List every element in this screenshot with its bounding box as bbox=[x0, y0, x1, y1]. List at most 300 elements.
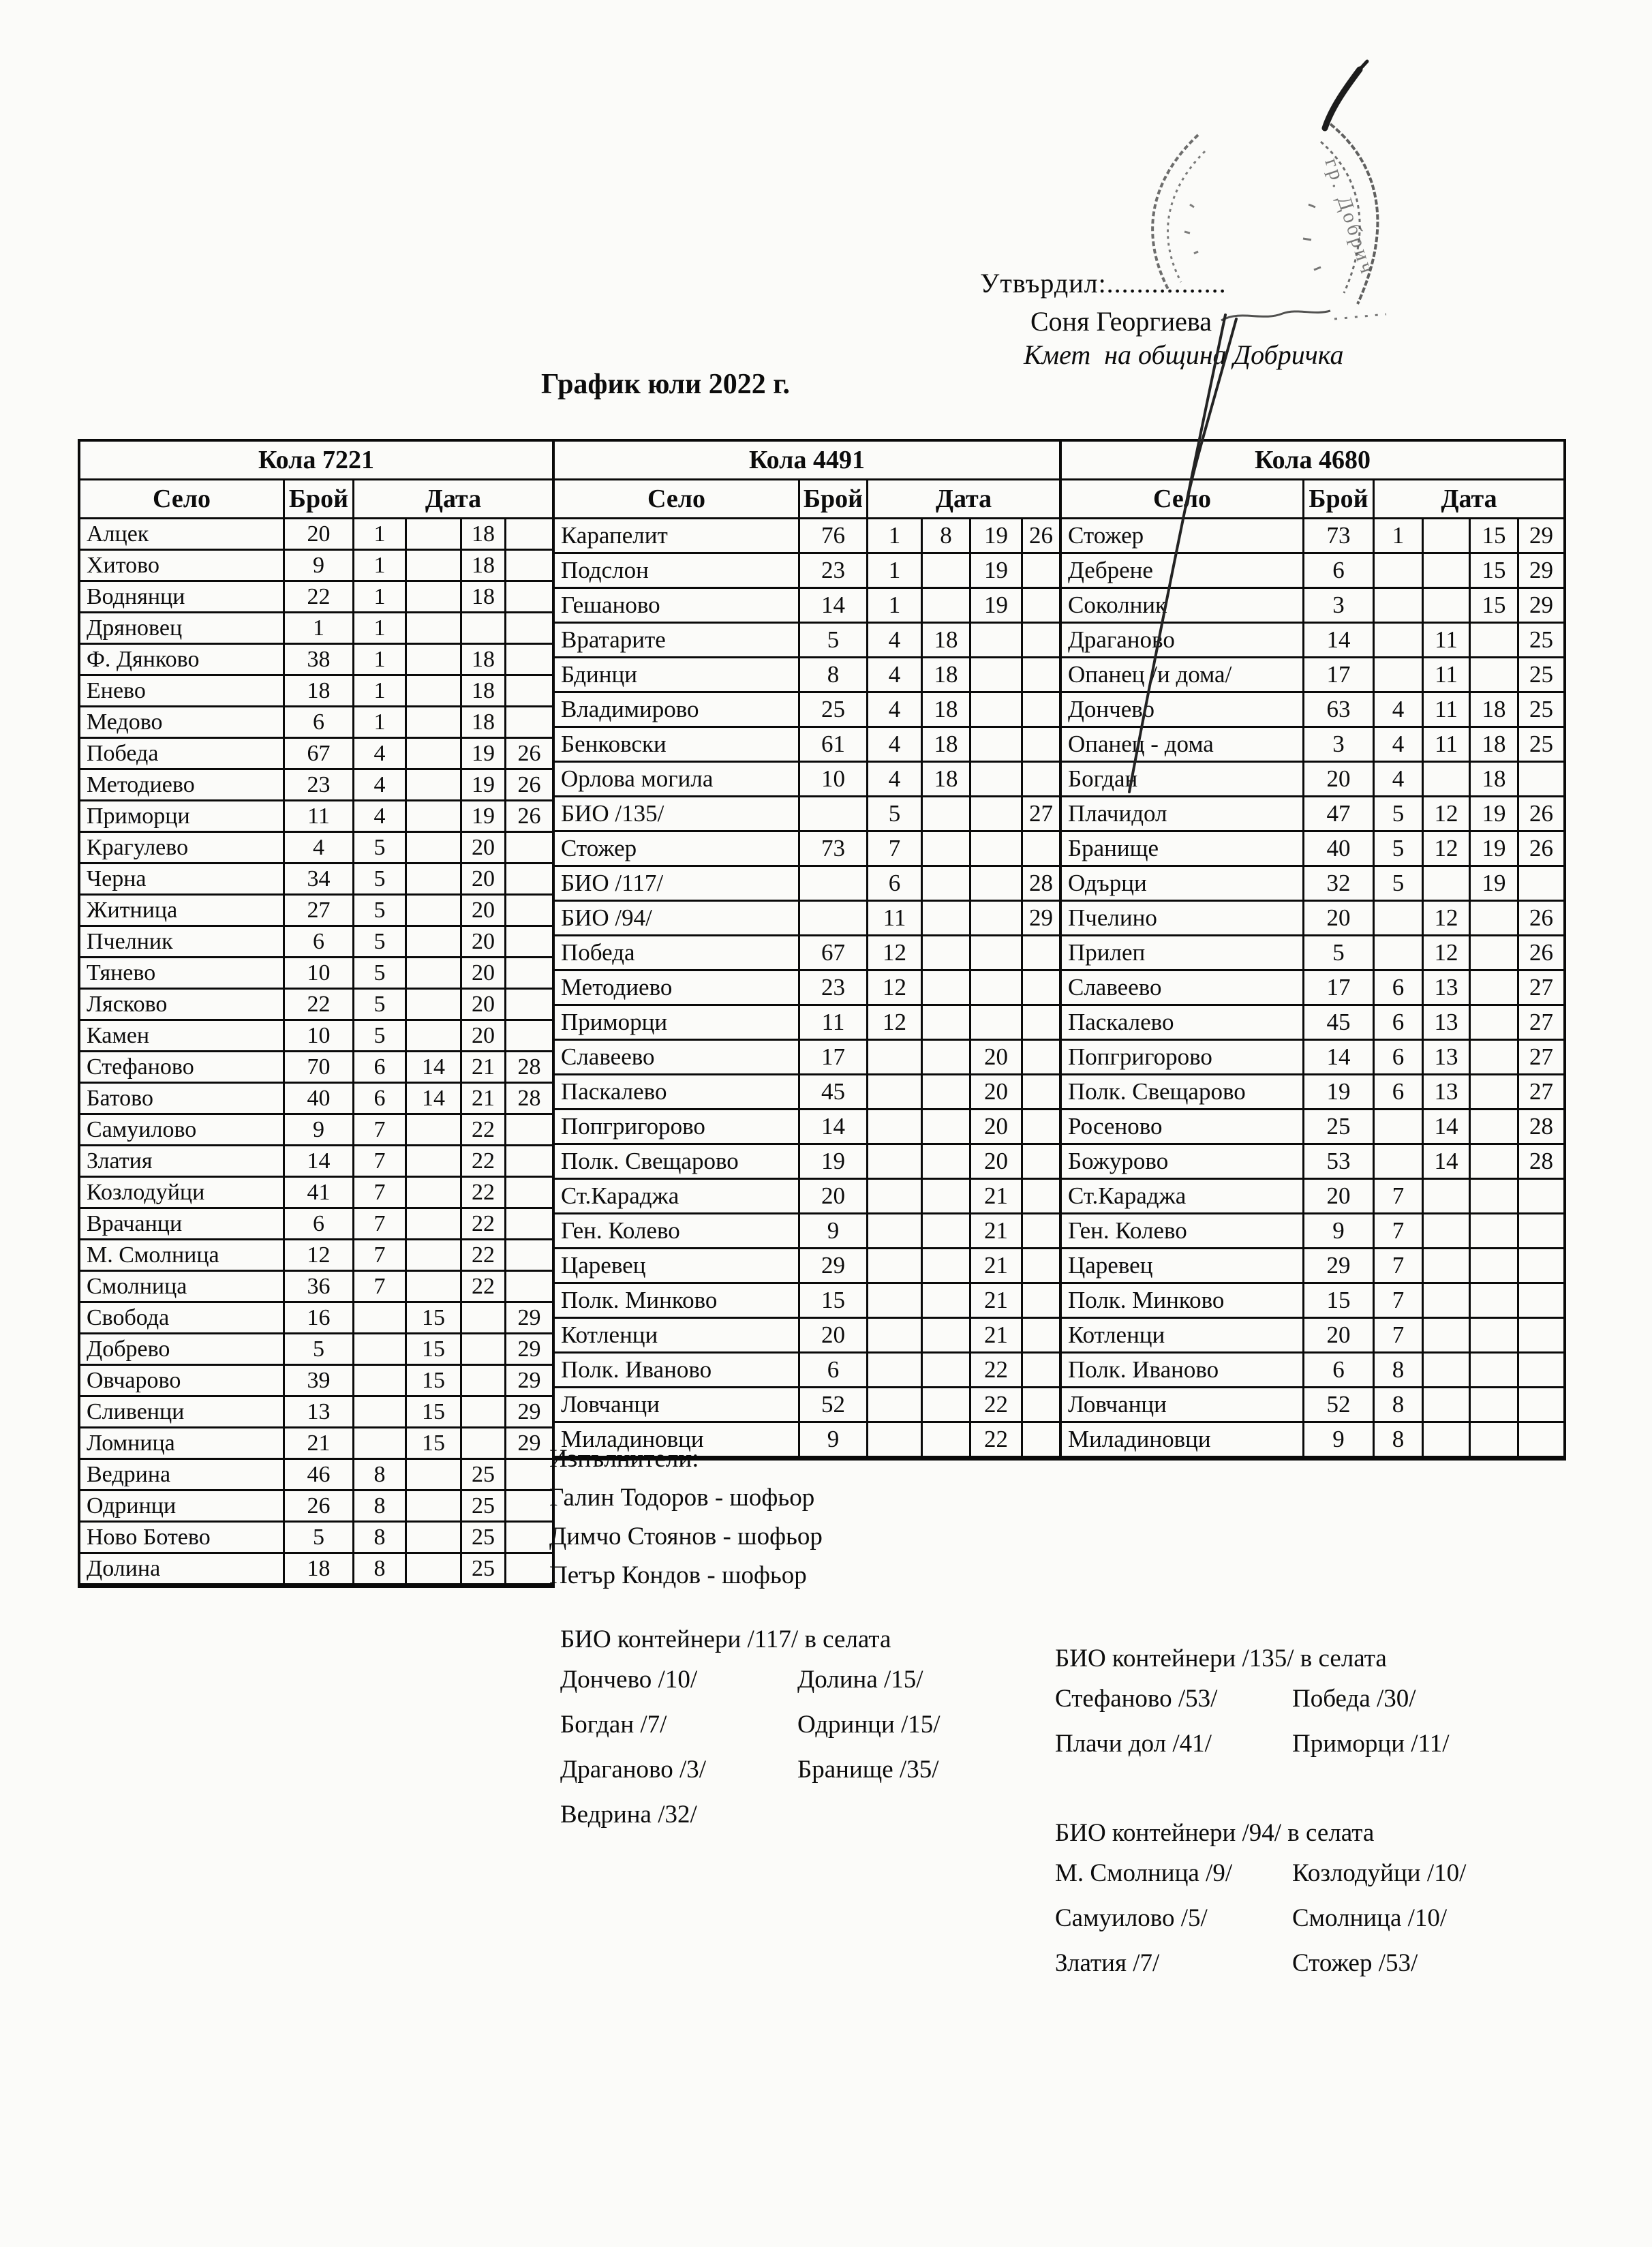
table-row bbox=[555, 624, 1059, 658]
table-row bbox=[555, 1006, 1059, 1041]
table-row bbox=[1062, 1354, 1563, 1388]
date-cell: 1 bbox=[354, 582, 407, 613]
date-cell: 18 bbox=[923, 624, 971, 658]
date-cell: 6 bbox=[1375, 1006, 1424, 1041]
date-cell bbox=[407, 1115, 462, 1146]
date-cell: 8 bbox=[354, 1491, 407, 1523]
date-cell bbox=[1471, 902, 1519, 936]
table-row bbox=[1062, 554, 1563, 589]
executor-line: Петър Кондов - шофьор bbox=[549, 1561, 807, 1589]
date-cell bbox=[1519, 1180, 1563, 1214]
count-cell: 9 bbox=[1304, 1423, 1375, 1458]
village-cell: Паскалево bbox=[555, 1075, 800, 1110]
date-cell bbox=[868, 1214, 923, 1249]
village-cell: Алцек bbox=[80, 519, 285, 551]
table-row bbox=[1062, 589, 1563, 624]
village-cell: Ломница bbox=[80, 1428, 285, 1460]
table-row bbox=[1062, 1214, 1563, 1249]
village-cell: Гешаново bbox=[555, 589, 800, 624]
date-cell: 6 bbox=[1375, 971, 1424, 1006]
date-cell bbox=[1424, 1249, 1471, 1284]
col-header-village: Село bbox=[1062, 480, 1304, 517]
date-cell bbox=[1023, 971, 1059, 1006]
village-cell: Опанец - дома bbox=[1062, 728, 1304, 763]
col-header-village: Село bbox=[555, 480, 800, 517]
village-cell: Долина bbox=[80, 1554, 285, 1585]
table-row bbox=[80, 582, 552, 613]
table-row bbox=[1062, 1041, 1563, 1075]
village-cell: Пчелник bbox=[80, 927, 285, 958]
date-cell: 21 bbox=[971, 1284, 1023, 1319]
date-cell: 5 bbox=[354, 833, 407, 864]
count-cell: 17 bbox=[1304, 971, 1375, 1006]
date-cell bbox=[1471, 1319, 1519, 1354]
table-row bbox=[555, 658, 1059, 693]
date-cell bbox=[506, 990, 552, 1021]
date-cell: 7 bbox=[868, 832, 923, 867]
date-cell bbox=[506, 1460, 552, 1491]
date-cell: 5 bbox=[354, 927, 407, 958]
count-cell: 36 bbox=[285, 1272, 354, 1303]
date-cell bbox=[923, 971, 971, 1006]
date-cell: 20 bbox=[971, 1145, 1023, 1180]
date-cell bbox=[1471, 1110, 1519, 1145]
table-row bbox=[1062, 832, 1563, 867]
village-cell: Славеево bbox=[555, 1041, 800, 1075]
date-cell bbox=[1519, 1214, 1563, 1249]
date-cell: 25 bbox=[462, 1491, 506, 1523]
date-cell bbox=[354, 1366, 407, 1397]
count-cell: 52 bbox=[1304, 1388, 1375, 1423]
date-cell bbox=[354, 1334, 407, 1366]
date-cell: 26 bbox=[506, 770, 552, 801]
date-cell bbox=[462, 1428, 506, 1460]
date-cell: 19 bbox=[1471, 867, 1519, 902]
count-cell: 14 bbox=[285, 1146, 354, 1178]
date-cell: 8 bbox=[1375, 1354, 1424, 1388]
date-cell bbox=[1471, 936, 1519, 971]
count-cell: 6 bbox=[1304, 554, 1375, 589]
bio-row bbox=[1055, 1859, 1466, 1904]
date-cell: 19 bbox=[971, 554, 1023, 589]
count-cell: 20 bbox=[1304, 1180, 1375, 1214]
date-cell: 1 bbox=[868, 589, 923, 624]
date-cell: 12 bbox=[868, 971, 923, 1006]
date-cell: 6 bbox=[1375, 1041, 1424, 1075]
village-cell: Полк. Иваново bbox=[555, 1354, 800, 1388]
date-cell: 8 bbox=[1375, 1388, 1424, 1423]
table-row bbox=[80, 1272, 552, 1303]
date-cell: 15 bbox=[407, 1334, 462, 1366]
table-row bbox=[1062, 693, 1563, 728]
date-cell bbox=[1424, 1354, 1471, 1388]
count-cell: 18 bbox=[285, 1554, 354, 1585]
date-cell bbox=[1023, 728, 1059, 763]
executor-line: Галин Тодоров - шофьор bbox=[549, 1484, 815, 1512]
date-cell bbox=[923, 1110, 971, 1145]
date-cell: 25 bbox=[1519, 624, 1563, 658]
count-cell: 6 bbox=[285, 1209, 354, 1240]
date-cell: 29 bbox=[506, 1366, 552, 1397]
date-cell bbox=[462, 1303, 506, 1334]
bio-row bbox=[560, 1710, 940, 1755]
date-cell bbox=[1519, 867, 1563, 902]
date-cell: 11 bbox=[1424, 693, 1471, 728]
date-cell: 7 bbox=[354, 1209, 407, 1240]
bio-entry: Стефаново /53/ bbox=[1055, 1685, 1218, 1713]
date-cell bbox=[1375, 554, 1424, 589]
table-body bbox=[80, 519, 552, 1585]
village-cell: Полк. Минково bbox=[1062, 1284, 1304, 1319]
date-cell: 29 bbox=[1519, 519, 1563, 554]
count-cell: 5 bbox=[285, 1523, 354, 1554]
count-cell: 40 bbox=[1304, 832, 1375, 867]
date-cell bbox=[971, 971, 1023, 1006]
date-cell: 27 bbox=[1519, 1041, 1563, 1075]
table-row bbox=[80, 1428, 552, 1460]
date-cell bbox=[1424, 1180, 1471, 1214]
bio-entry: Богдан /7/ bbox=[560, 1711, 667, 1739]
date-cell: 25 bbox=[1519, 658, 1563, 693]
date-cell bbox=[923, 1075, 971, 1110]
village-cell: Одринци bbox=[80, 1491, 285, 1523]
date-cell bbox=[506, 1272, 552, 1303]
count-cell: 41 bbox=[285, 1178, 354, 1209]
table-row bbox=[555, 902, 1059, 936]
date-cell bbox=[1023, 1145, 1059, 1180]
date-cell: 5 bbox=[868, 797, 923, 832]
table-row bbox=[555, 1319, 1059, 1354]
bio-block-117 bbox=[560, 1625, 940, 1845]
date-cell: 15 bbox=[407, 1428, 462, 1460]
date-cell bbox=[923, 1041, 971, 1075]
date-cell: 18 bbox=[923, 728, 971, 763]
date-cell: 20 bbox=[462, 927, 506, 958]
count-cell: 22 bbox=[285, 990, 354, 1021]
date-cell: 21 bbox=[462, 1084, 506, 1115]
count-cell: 16 bbox=[285, 1303, 354, 1334]
table-row bbox=[1062, 902, 1563, 936]
date-cell: 12 bbox=[1424, 902, 1471, 936]
bio-row bbox=[1055, 1904, 1466, 1948]
date-cell: 25 bbox=[462, 1554, 506, 1585]
date-cell bbox=[923, 936, 971, 971]
village-cell: Смолница bbox=[80, 1272, 285, 1303]
date-cell: 4 bbox=[868, 693, 923, 728]
date-cell bbox=[407, 1146, 462, 1178]
date-cell: 20 bbox=[462, 896, 506, 927]
bio-entry: М. Смолница /9/ bbox=[1055, 1859, 1233, 1887]
date-cell: 27 bbox=[1519, 1075, 1563, 1110]
village-cell: Стожер bbox=[1062, 519, 1304, 554]
table-row bbox=[1062, 1110, 1563, 1145]
table-row bbox=[555, 1388, 1059, 1423]
village-cell: Приморци bbox=[80, 801, 285, 833]
table-row bbox=[80, 1491, 552, 1523]
signature-squiggle-dots bbox=[1334, 314, 1386, 319]
date-cell bbox=[923, 554, 971, 589]
village-cell: Златия bbox=[80, 1146, 285, 1178]
date-cell bbox=[506, 613, 552, 645]
date-cell: 26 bbox=[1519, 902, 1563, 936]
village-cell: Росеново bbox=[1062, 1110, 1304, 1145]
date-cell: 13 bbox=[1424, 1041, 1471, 1075]
date-cell bbox=[1471, 624, 1519, 658]
date-cell: 7 bbox=[354, 1178, 407, 1209]
date-cell bbox=[971, 728, 1023, 763]
date-cell bbox=[1375, 936, 1424, 971]
table-row bbox=[80, 1021, 552, 1052]
date-cell bbox=[1023, 1041, 1059, 1075]
village-cell: Попгригорово bbox=[1062, 1041, 1304, 1075]
date-cell bbox=[506, 896, 552, 927]
date-cell: 1 bbox=[1375, 519, 1424, 554]
table-row bbox=[1062, 1284, 1563, 1319]
village-cell: Методиево bbox=[80, 770, 285, 801]
village-cell: Богдан bbox=[1062, 763, 1304, 797]
count-cell: 3 bbox=[1304, 589, 1375, 624]
date-cell: 15 bbox=[1471, 554, 1519, 589]
bio-entry: Приморци /11/ bbox=[1292, 1730, 1450, 1758]
date-cell bbox=[868, 1041, 923, 1075]
date-cell bbox=[971, 936, 1023, 971]
date-cell: 5 bbox=[354, 896, 407, 927]
date-cell bbox=[1471, 658, 1519, 693]
bio-title: БИО контейнери /135/ в селата bbox=[1055, 1645, 1387, 1672]
date-cell bbox=[1424, 1319, 1471, 1354]
count-cell: 9 bbox=[1304, 1214, 1375, 1249]
bio-entry: Самуилово /5/ bbox=[1055, 1904, 1208, 1932]
date-cell: 26 bbox=[506, 739, 552, 770]
date-cell bbox=[1023, 1319, 1059, 1354]
table-row bbox=[80, 551, 552, 582]
date-cell bbox=[1471, 1284, 1519, 1319]
date-cell bbox=[407, 1021, 462, 1052]
date-cell bbox=[868, 1354, 923, 1388]
date-cell: 18 bbox=[1471, 763, 1519, 797]
bio-row bbox=[560, 1800, 940, 1845]
table-row bbox=[80, 1178, 552, 1209]
date-cell bbox=[506, 1491, 552, 1523]
date-cell: 15 bbox=[407, 1397, 462, 1428]
date-cell bbox=[407, 613, 462, 645]
village-cell: Плачидол bbox=[1062, 797, 1304, 832]
bio-entry: Одринци /15/ bbox=[797, 1711, 940, 1739]
date-cell bbox=[1375, 1145, 1424, 1180]
village-cell: Черна bbox=[80, 864, 285, 896]
table-row bbox=[1062, 1249, 1563, 1284]
date-cell: 7 bbox=[1375, 1284, 1424, 1319]
date-cell: 22 bbox=[462, 1209, 506, 1240]
table-row bbox=[1062, 1006, 1563, 1041]
count-cell: 46 bbox=[285, 1460, 354, 1491]
village-cell: Драганово bbox=[1062, 624, 1304, 658]
village-cell: Ново Ботево bbox=[80, 1523, 285, 1554]
date-cell bbox=[1023, 658, 1059, 693]
date-cell bbox=[407, 1460, 462, 1491]
village-cell: Миладиновци bbox=[1062, 1423, 1304, 1458]
date-cell bbox=[407, 1554, 462, 1585]
date-cell bbox=[1424, 1214, 1471, 1249]
date-cell bbox=[1471, 1145, 1519, 1180]
village-cell: Крагулево bbox=[80, 833, 285, 864]
bio-entry: Плачи дол /41/ bbox=[1055, 1730, 1212, 1758]
table-row bbox=[80, 1554, 552, 1585]
village-cell: Ведрина bbox=[80, 1460, 285, 1491]
count-cell: 6 bbox=[285, 927, 354, 958]
count-cell: 6 bbox=[800, 1354, 868, 1388]
count-cell: 12 bbox=[285, 1240, 354, 1272]
bio-entry: Ведрина /32/ bbox=[560, 1801, 697, 1829]
date-cell: 22 bbox=[462, 1272, 506, 1303]
date-cell bbox=[1471, 1388, 1519, 1423]
count-cell: 26 bbox=[285, 1491, 354, 1523]
village-cell: Миладиновци bbox=[555, 1423, 800, 1458]
date-cell bbox=[1023, 1423, 1059, 1458]
date-cell: 5 bbox=[1375, 797, 1424, 832]
count-cell: 20 bbox=[285, 519, 354, 551]
date-cell: 26 bbox=[1023, 519, 1059, 554]
table-row bbox=[80, 770, 552, 801]
date-cell: 8 bbox=[923, 519, 971, 554]
count-cell: 20 bbox=[1304, 902, 1375, 936]
date-cell: 8 bbox=[354, 1460, 407, 1491]
table-row bbox=[555, 832, 1059, 867]
village-cell: Бдинци bbox=[555, 658, 800, 693]
date-cell: 22 bbox=[971, 1354, 1023, 1388]
table-row bbox=[80, 1209, 552, 1240]
col-header-count: Брой bbox=[285, 480, 354, 517]
date-cell bbox=[407, 801, 462, 833]
village-cell: Владимирово bbox=[555, 693, 800, 728]
count-cell: 23 bbox=[800, 554, 868, 589]
count-cell: 18 bbox=[285, 676, 354, 707]
village-cell: Пчелино bbox=[1062, 902, 1304, 936]
date-cell bbox=[868, 1319, 923, 1354]
date-cell bbox=[1471, 1180, 1519, 1214]
village-cell: Царевец bbox=[1062, 1249, 1304, 1284]
date-cell: 5 bbox=[354, 958, 407, 990]
village-cell: Добрево bbox=[80, 1334, 285, 1366]
table-kola-4680 bbox=[1059, 439, 1566, 1461]
count-cell: 14 bbox=[800, 1110, 868, 1145]
date-cell: 7 bbox=[354, 1272, 407, 1303]
date-cell bbox=[1519, 1284, 1563, 1319]
count-cell: 53 bbox=[1304, 1145, 1375, 1180]
date-cell bbox=[506, 1178, 552, 1209]
bio-entry: Смолница /10/ bbox=[1292, 1904, 1448, 1932]
date-cell: 26 bbox=[506, 801, 552, 833]
count-cell bbox=[800, 902, 868, 936]
date-cell: 21 bbox=[462, 1052, 506, 1084]
table-row bbox=[80, 1303, 552, 1334]
date-cell: 19 bbox=[1471, 797, 1519, 832]
bio-rows bbox=[1055, 1859, 1466, 1993]
count-cell: 27 bbox=[285, 896, 354, 927]
date-cell: 29 bbox=[506, 1303, 552, 1334]
village-cell: Козлодуйци bbox=[80, 1178, 285, 1209]
village-cell: Подслон bbox=[555, 554, 800, 589]
village-cell: Божурово bbox=[1062, 1145, 1304, 1180]
village-cell: Победа bbox=[80, 739, 285, 770]
table-row bbox=[80, 990, 552, 1021]
count-cell: 6 bbox=[285, 707, 354, 739]
date-cell bbox=[1471, 1423, 1519, 1458]
date-cell bbox=[1375, 1110, 1424, 1145]
table-row bbox=[80, 1334, 552, 1366]
date-cell bbox=[1023, 1180, 1059, 1214]
date-cell: 19 bbox=[971, 589, 1023, 624]
date-cell bbox=[1424, 519, 1471, 554]
date-cell bbox=[1424, 554, 1471, 589]
date-cell: 29 bbox=[506, 1397, 552, 1428]
date-cell: 7 bbox=[1375, 1249, 1424, 1284]
date-cell bbox=[506, 707, 552, 739]
date-cell: 4 bbox=[1375, 728, 1424, 763]
date-cell bbox=[407, 582, 462, 613]
date-cell bbox=[354, 1428, 407, 1460]
approver-name: Соня Георгиева bbox=[1030, 306, 1212, 337]
date-cell bbox=[506, 676, 552, 707]
village-cell: Воднянци bbox=[80, 582, 285, 613]
count-cell bbox=[800, 867, 868, 902]
village-cell: Опанец /и дома/ bbox=[1062, 658, 1304, 693]
date-cell bbox=[506, 1240, 552, 1272]
date-cell: 15 bbox=[407, 1366, 462, 1397]
table-row bbox=[1062, 971, 1563, 1006]
date-cell bbox=[354, 1397, 407, 1428]
date-cell: 18 bbox=[462, 707, 506, 739]
date-cell: 13 bbox=[1424, 1006, 1471, 1041]
date-cell bbox=[1375, 589, 1424, 624]
bio-rows bbox=[1055, 1684, 1449, 1774]
date-cell bbox=[1023, 1006, 1059, 1041]
date-cell: 20 bbox=[971, 1041, 1023, 1075]
table-row bbox=[555, 728, 1059, 763]
date-cell bbox=[407, 551, 462, 582]
table-row bbox=[80, 1146, 552, 1178]
table-row bbox=[555, 1284, 1059, 1319]
village-cell: Славеево bbox=[1062, 971, 1304, 1006]
count-cell: 45 bbox=[1304, 1006, 1375, 1041]
date-cell bbox=[923, 902, 971, 936]
table-row bbox=[80, 1052, 552, 1084]
date-cell bbox=[506, 1554, 552, 1585]
village-cell: Соколник bbox=[1062, 589, 1304, 624]
date-cell bbox=[971, 658, 1023, 693]
date-cell: 4 bbox=[868, 728, 923, 763]
date-cell bbox=[1519, 1388, 1563, 1423]
table-row bbox=[1062, 797, 1563, 832]
col-header-date: Дата bbox=[425, 485, 482, 513]
count-cell: 22 bbox=[285, 582, 354, 613]
village-cell: Свобода bbox=[80, 1303, 285, 1334]
table-kola-4491 bbox=[552, 439, 1062, 1461]
count-cell: 6 bbox=[1304, 1354, 1375, 1388]
date-cell: 7 bbox=[354, 1115, 407, 1146]
count-cell: 70 bbox=[285, 1052, 354, 1084]
date-cell: 15 bbox=[1471, 519, 1519, 554]
count-cell: 20 bbox=[800, 1319, 868, 1354]
count-cell bbox=[800, 797, 868, 832]
count-cell: 13 bbox=[285, 1397, 354, 1428]
count-cell: 73 bbox=[800, 832, 868, 867]
date-cell: 25 bbox=[462, 1523, 506, 1554]
date-cell bbox=[1023, 1110, 1059, 1145]
count-cell: 5 bbox=[800, 624, 868, 658]
date-cell bbox=[868, 1249, 923, 1284]
date-cell: 29 bbox=[506, 1334, 552, 1366]
